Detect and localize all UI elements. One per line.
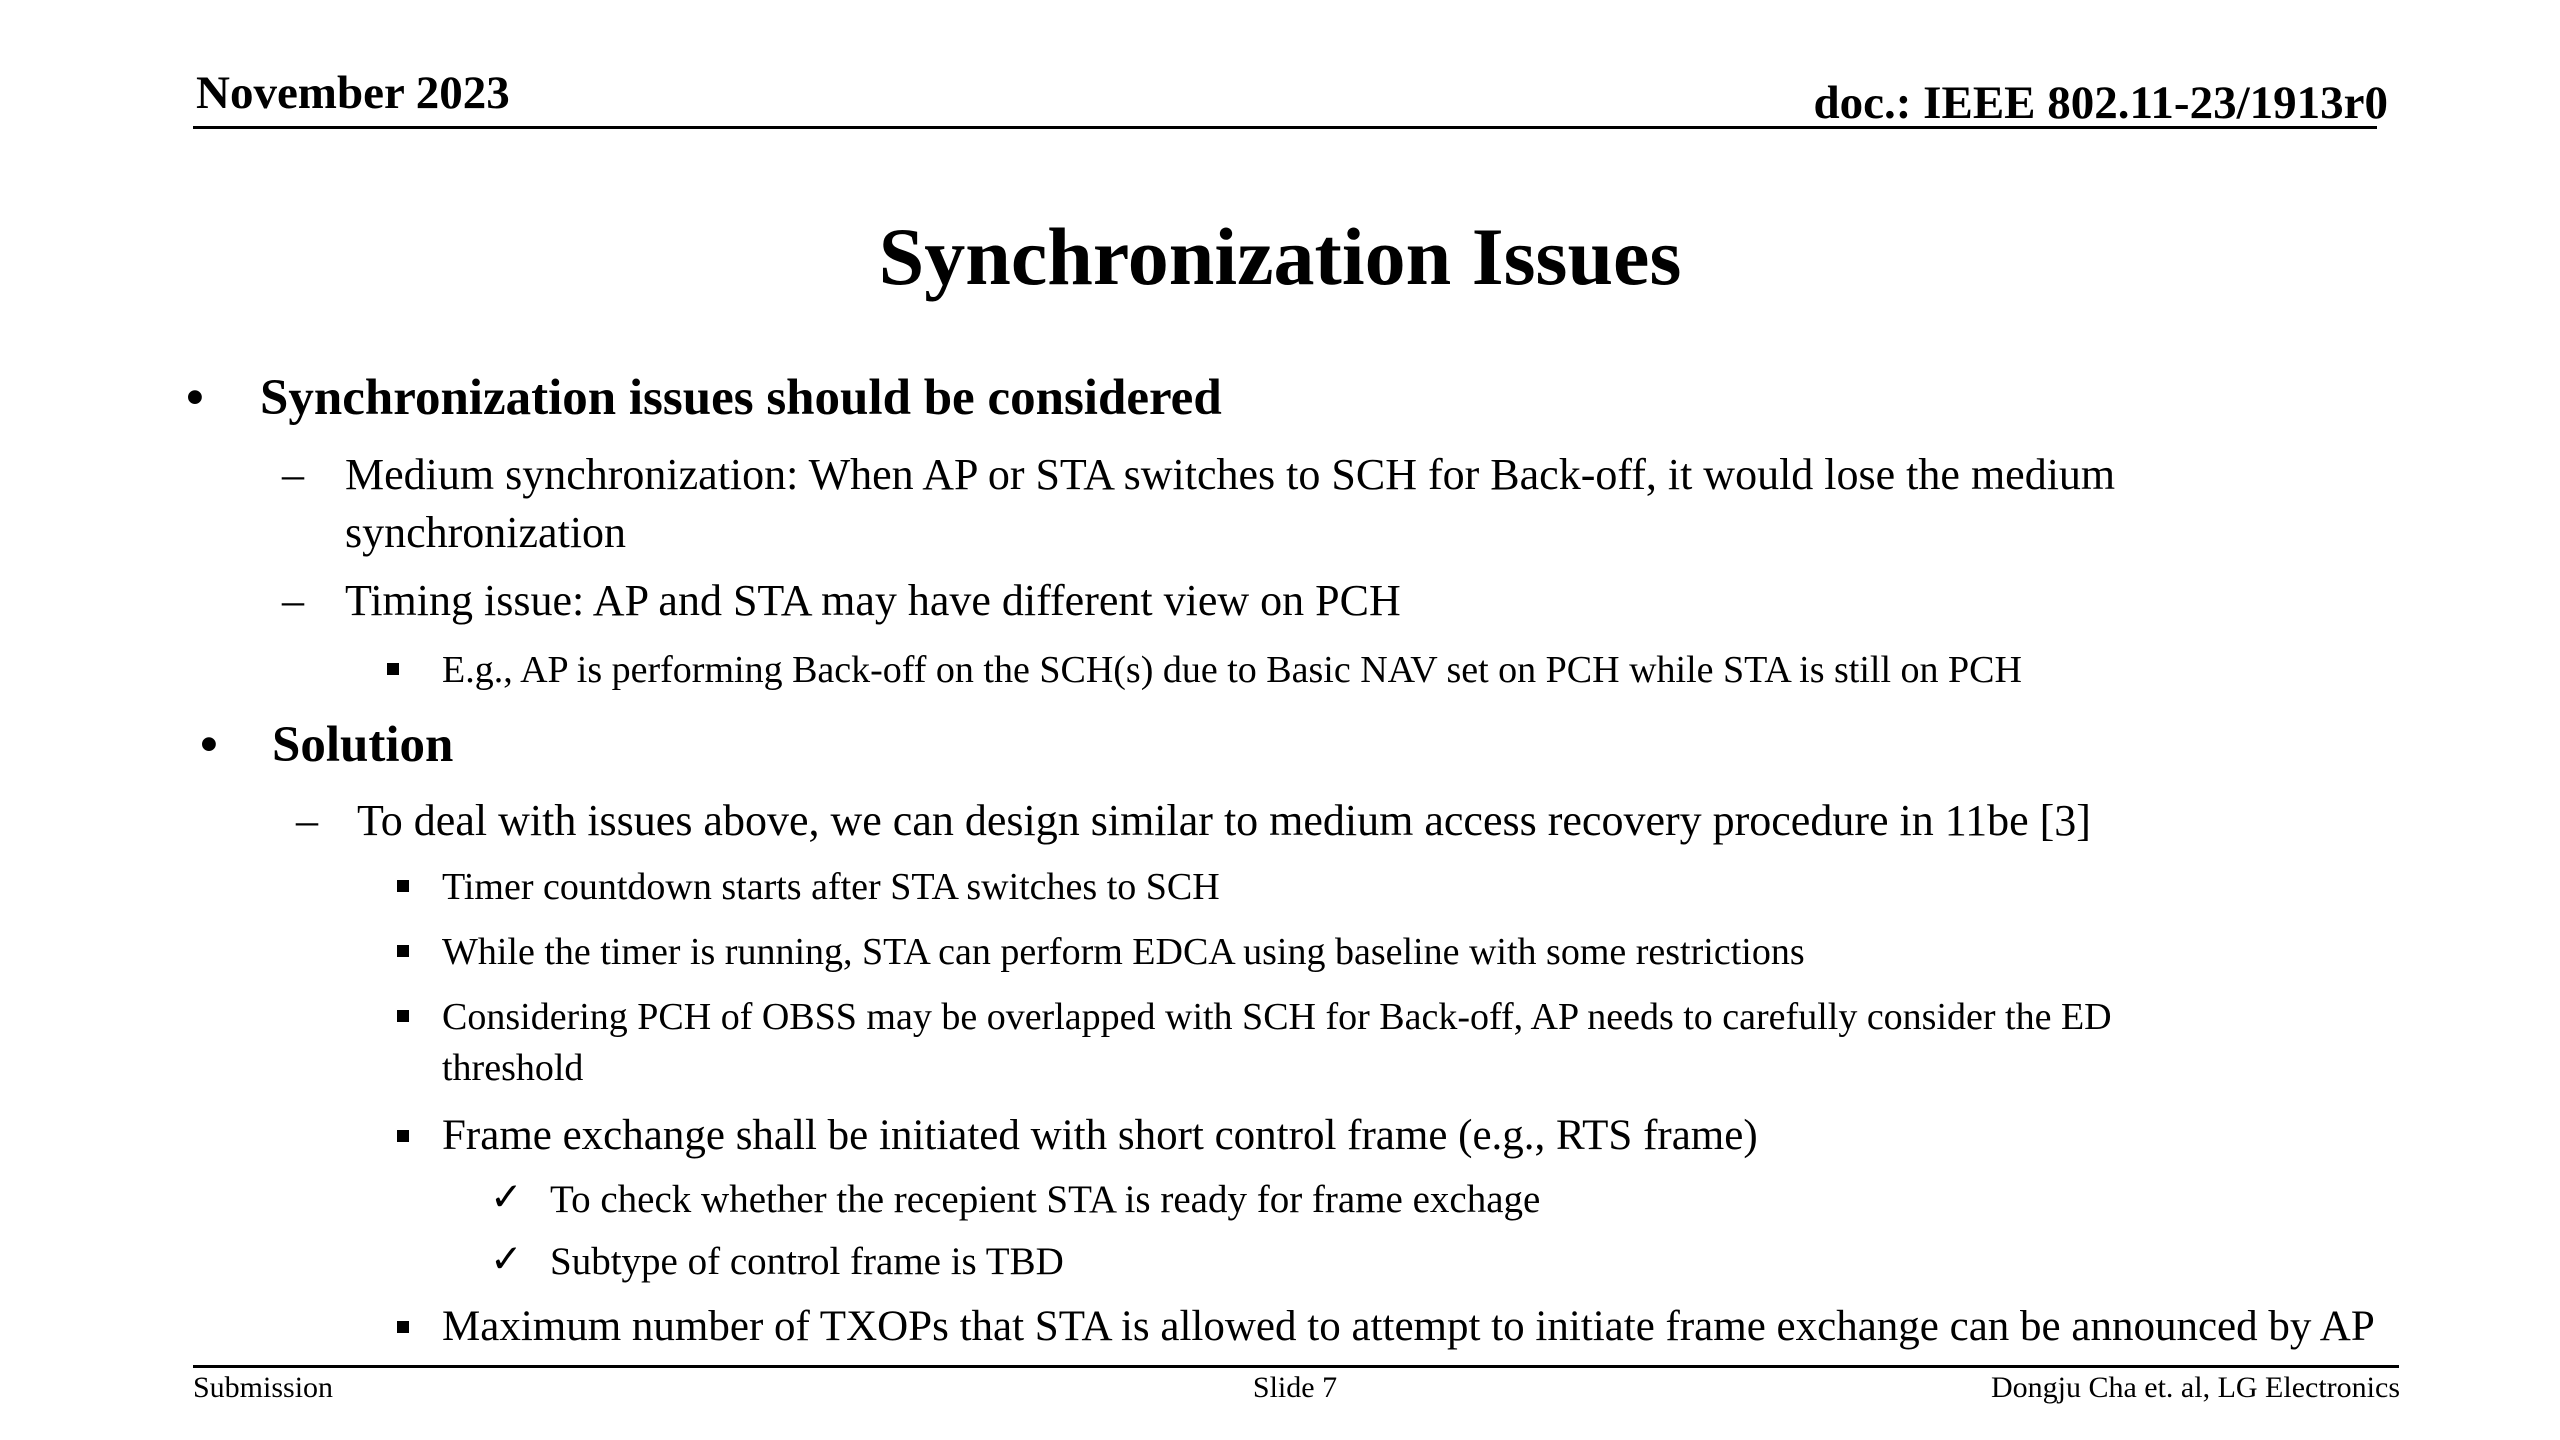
square-bullet-icon — [397, 1130, 409, 1142]
item-considering-pch-line2: threshold — [442, 1047, 584, 1089]
header-divider — [193, 126, 2377, 129]
footer-divider — [193, 1365, 2399, 1368]
item-maximum-txops: Maximum number of TXOPs that STA is allowed to attempt to initiate frame exchange can be announced by AP — [442, 1303, 2375, 1350]
check-item-recipient-ready: To check whether the recepient STA is ready for frame exchage — [550, 1178, 1541, 1221]
item-frame-exchange: Frame exchange shall be initiated with short control frame (e.g., RTS frame) — [442, 1112, 1758, 1159]
footer-slide-number: Slide 7 — [1252, 1371, 1338, 1404]
square-bullet-icon — [397, 880, 409, 892]
bullet-solution: Solution — [272, 717, 454, 773]
square-bullet-icon — [397, 1010, 409, 1022]
item-considering-pch-line1: Considering PCH of OBSS may be overlapped with SCH for Back-off, AP needs to carefully consider the ED — [442, 996, 2112, 1038]
header-date: November 2023 — [196, 67, 510, 119]
dash-marker: – — [296, 796, 318, 845]
checkmark-icon: ✓ — [490, 1238, 523, 1281]
slide-title: Synchronization Issues — [878, 211, 1682, 302]
bullet-synchronization-issues: Synchronization issues should be considered — [260, 370, 1222, 426]
footer-submission: Submission — [193, 1371, 334, 1404]
dash-marker: – — [282, 450, 304, 499]
header-doc-id: doc.: IEEE 802.11-23/1913r0 — [1813, 77, 2388, 129]
item-timer-running: While the timer is running, STA can perform EDCA using baseline with some restrictions — [442, 931, 1805, 973]
square-bullet-icon — [397, 945, 409, 957]
sub-bullet-medium-sync-line2: synchronization — [345, 508, 627, 557]
square-bullet-icon — [387, 663, 399, 675]
sub-sub-bullet-example: E.g., AP is performing Back-off on the SCH(s) due to Basic NAV set on PCH while STA is still on PCH — [442, 649, 2022, 691]
bullet-marker: • — [200, 717, 218, 773]
dash-marker: – — [282, 576, 304, 625]
checkmark-icon: ✓ — [490, 1176, 523, 1219]
item-timer-countdown: Timer countdown starts after STA switches to SCH — [442, 866, 1220, 908]
square-bullet-icon — [397, 1321, 409, 1333]
bullet-marker: • — [186, 370, 204, 426]
sub-bullet-timing-issue: Timing issue: AP and STA may have different view on PCH — [345, 576, 1401, 625]
sub-bullet-medium-sync-line1: Medium synchronization: When AP or STA switches to SCH for Back-off, it would lose the medium — [345, 450, 2116, 499]
sub-bullet-deal-with-issues: To deal with issues above, we can design similar to medium access recovery procedure in 11be [3] — [357, 796, 2091, 845]
check-item-subtype-tbd: Subtype of control frame is TBD — [550, 1240, 1064, 1283]
footer-author: Dongju Cha et. al, LG Electronics — [1990, 1371, 2400, 1404]
